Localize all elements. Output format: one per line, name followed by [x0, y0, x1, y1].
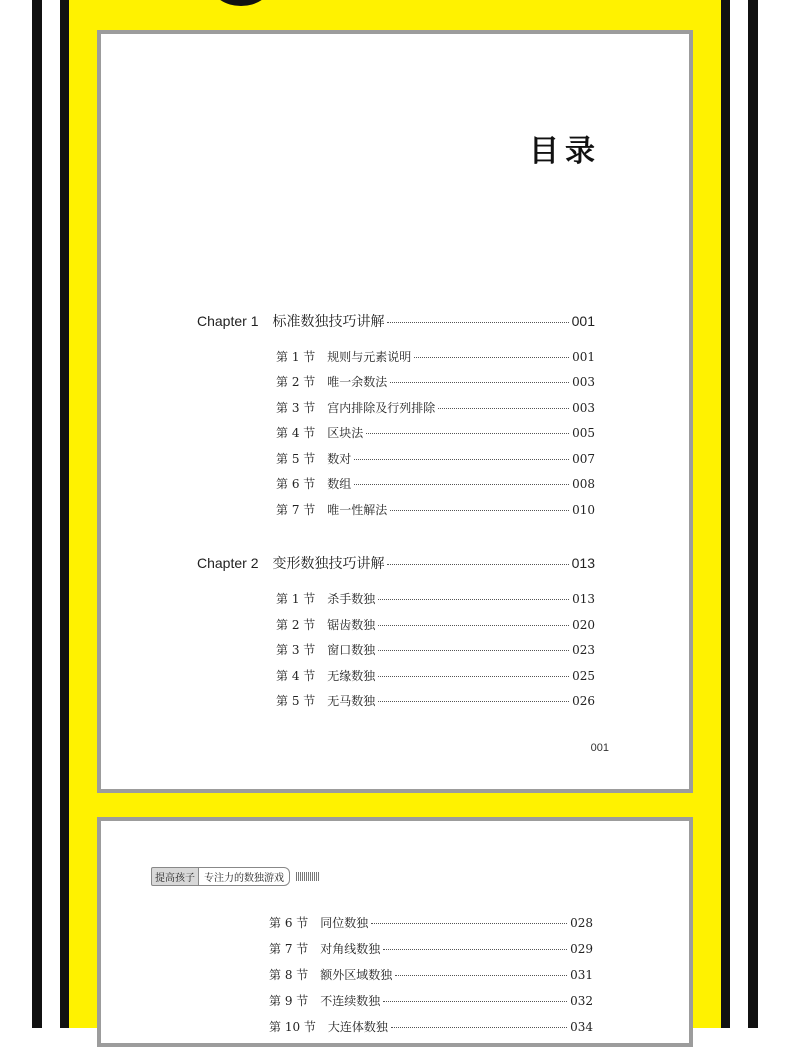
- section-page: 003: [572, 375, 595, 389]
- dot-leader: [378, 599, 569, 600]
- section-label: 第 1 节: [276, 592, 316, 606]
- dot-leader: [383, 1001, 567, 1002]
- running-head-part-b: 专注力的数独游戏: [199, 867, 290, 886]
- section-label: 第 8 节: [269, 968, 309, 982]
- section-title: 额外区域数独: [320, 968, 393, 982]
- section-title: 数对: [327, 452, 352, 466]
- dot-leader: [378, 676, 569, 677]
- toc-title: 目录: [529, 134, 601, 169]
- section-row[interactable]: [276, 450, 595, 467]
- section-title: 对角线数独: [320, 942, 381, 956]
- section-label: 第 7 节: [269, 942, 309, 956]
- chapter-title: 变形数独技巧讲解: [272, 556, 385, 572]
- frame-inner-right-black-stripe: [721, 0, 730, 1028]
- toc-page-2: [97, 817, 693, 1047]
- section-row[interactable]: [276, 399, 595, 416]
- section-row[interactable]: [276, 692, 595, 709]
- section-page: 007: [572, 452, 595, 466]
- section-page: 013: [572, 592, 595, 606]
- section-label: 第 10 节: [269, 1020, 316, 1034]
- barcode-decoration-icon: [296, 872, 320, 881]
- section-label: 第 5 节: [276, 694, 316, 708]
- dot-leader: [438, 408, 569, 409]
- section-label: 第 2 节: [276, 618, 316, 632]
- section-label: 第 9 节: [269, 994, 309, 1008]
- frame-left-black-stripe: [32, 0, 42, 1028]
- section-page: 025: [572, 669, 595, 683]
- section-row[interactable]: [269, 914, 593, 931]
- section-title: 同位数独: [320, 916, 369, 930]
- dot-leader: [383, 949, 567, 950]
- section-label: 第 3 节: [276, 643, 316, 657]
- section-title: 杀手数独: [327, 592, 376, 606]
- dot-leader: [390, 510, 569, 511]
- section-label: 第 4 节: [276, 426, 316, 440]
- dot-leader: [378, 650, 569, 651]
- dot-leader: [354, 484, 569, 485]
- section-label: 第 6 节: [269, 916, 309, 930]
- section-title: 窗口数独: [327, 643, 376, 657]
- section-title: 唯一余数法: [327, 375, 388, 389]
- section-label: 第 7 节: [276, 503, 316, 517]
- dot-leader: [354, 459, 569, 460]
- section-page: 029: [570, 942, 593, 956]
- section-row[interactable]: [276, 475, 595, 492]
- dot-leader: [371, 923, 567, 924]
- section-title: 无缘数独: [327, 669, 376, 683]
- section-title: 宫内排除及行列排除: [327, 401, 436, 415]
- section-row[interactable]: [276, 667, 595, 684]
- chapter-page: 013: [571, 555, 595, 571]
- section-row[interactable]: [276, 641, 595, 658]
- section-label: 第 3 节: [276, 401, 316, 415]
- section-label: 第 2 节: [276, 375, 316, 389]
- section-row[interactable]: [269, 940, 593, 957]
- chapter-page: 001: [571, 313, 595, 329]
- dot-leader: [378, 625, 569, 626]
- section-page: 023: [572, 643, 595, 657]
- section-label: 第 1 节: [276, 350, 316, 364]
- page-number: 001: [590, 742, 609, 754]
- frame-right-black-stripe: [748, 0, 758, 1028]
- dot-leader: [366, 433, 569, 434]
- dot-leader: [387, 564, 568, 565]
- section-row[interactable]: [276, 373, 595, 390]
- section-title: 区块法: [327, 426, 364, 440]
- dot-leader: [387, 322, 568, 323]
- section-row[interactable]: [276, 616, 595, 633]
- section-label: 第 4 节: [276, 669, 316, 683]
- section-page: 010: [572, 503, 595, 517]
- section-row[interactable]: [269, 992, 593, 1009]
- section-page: 008: [572, 477, 595, 491]
- section-row[interactable]: [276, 348, 595, 365]
- section-label: 第 6 节: [276, 477, 316, 491]
- section-title: 唯一性解法: [327, 503, 388, 517]
- chapter-label: Chapter 2: [197, 555, 259, 571]
- section-page: 034: [570, 1020, 593, 1034]
- section-page: 020: [572, 618, 595, 632]
- section-row[interactable]: [276, 501, 595, 518]
- running-head-part-a: 提高孩子: [151, 867, 199, 886]
- chapter-label: Chapter 1: [197, 313, 259, 329]
- section-row[interactable]: [269, 966, 593, 983]
- dot-leader: [395, 975, 567, 976]
- section-page: 031: [570, 968, 593, 982]
- chapter-title: 标准数独技巧讲解: [272, 314, 385, 330]
- running-head: [151, 867, 320, 886]
- toc-page-1: [97, 30, 693, 793]
- section-label: 第 5 节: [276, 452, 316, 466]
- section-page: 028: [570, 916, 593, 930]
- chapter-row-2[interactable]: [197, 553, 595, 573]
- section-page: 003: [572, 401, 595, 415]
- section-row[interactable]: [269, 1018, 593, 1035]
- section-title: 锯齿数独: [327, 618, 376, 632]
- section-page: 032: [570, 994, 593, 1008]
- chapter-row-1[interactable]: [197, 311, 595, 331]
- section-row[interactable]: [276, 590, 595, 607]
- dot-leader: [378, 701, 569, 702]
- section-title: 无马数独: [327, 694, 376, 708]
- section-title: 规则与元素说明: [327, 350, 412, 364]
- section-title: 数组: [327, 477, 352, 491]
- section-page: 001: [572, 350, 595, 364]
- section-title: 大连体数独: [327, 1020, 388, 1034]
- section-page: 026: [572, 694, 595, 708]
- section-title: 不连续数独: [320, 994, 381, 1008]
- section-page: 005: [572, 426, 595, 440]
- frame-inner-left-black-stripe: [60, 0, 69, 1028]
- section-row[interactable]: [276, 424, 595, 441]
- dot-leader: [390, 382, 569, 383]
- dot-leader: [414, 357, 569, 358]
